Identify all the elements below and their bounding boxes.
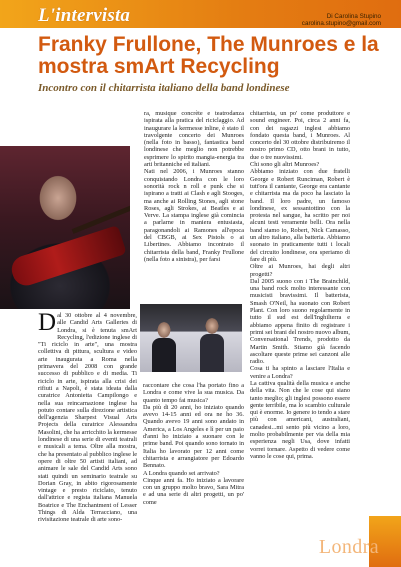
band-member-figure bbox=[152, 338, 176, 372]
band-member-figure bbox=[200, 334, 224, 372]
section-title: L'intervista bbox=[38, 5, 131, 26]
section-city-label: Londra bbox=[318, 536, 379, 558]
article-title: Franky Frullone, The Munroes e la mostra smArt Recycling bbox=[38, 33, 379, 78]
author-name: Di Carolina Stupino bbox=[326, 13, 381, 20]
article-column-2: ra, musique concrète e teatrodanza ispirata alla pratica del riciclaggio. Ad inaugurare la kermesse inline, è stato il travolgente concerto dei Munroes (nella foto in basso), fantastica band londinese che meglio non potrebbe esprimere lo spirito mangia-energia tra arti britanniche ed italiani. Nati nel 2006, i Munroes stanno conquistando Londra con le loro sonorità rock n roll e punk che si ispirano a tratti ai Clash e agli Stooges, ma anche ai Rolling Stones, agli stone Roses, agli Strokes, ai Beatles e ai Verve. La stampa inglese già comincia a parlarne in maniera entusiasta, paragonandoli ai Ramones all'epoca del CBGB, ai Sex Pistols o ai Libertines. Abbiamo incontrato il chitarrista della band, Franky Frullone (nella foto a sinistra), per farsi bbox=[144, 110, 244, 263]
band-photo bbox=[140, 304, 242, 372]
guitarist-photo bbox=[0, 146, 130, 309]
author-email[interactable]: carolina.stupino@gmail.com bbox=[301, 20, 381, 27]
article-column-4: chitarrista, un po' come produttore e sound engineer. Poi, circa 2 anni fa, con dei ragazzi inglesi abbiamo fondato questa band, i Munroes. Al concerto del 30 ottobre distribuiremo il nostro primo CD, otto brani in tutto, due o tre nuovissimi. Chi sono gli altri Munroes? Abbiamo iniziato con due fratelli George e Robert Runciman, Robert è tutt'ora il cantante, George era cantante e chitarrista ma da poco ha lasciato la band. Il loro padre, un famoso londinese, ex sessantottino con la protesta nel sangue, ha scritto per noi alcuni testi veramente belli. Ora nella band siamo io, Robert, Nick Camasso, un altro italiano, alla batteria. Abbiamo suonato in praticamente tutti i locali del circuito londinese, ora speriamo di fare di più. Oltre ai Munroes, hai degli altri progetti? Dal 2005 suono con i The Brainchild, una band rock molto interessante con musicisti bravissimi. Il batterista, Smash O'Neil, ha suonato con Robert Plant. Con loro suono regolarmente in tutto il sud est dell'Inghilterra e abbiamo appena finito di registrare i primi sei brani del nostro nuovo album, Conversational Trends, prodotto da Martin Smith. Stiamo già facendo ascoltare queste prime sei canzoni alle radio. Cosa ti ha spinto a lasciare l'Italia e venire a Londra? La cattiva qualità della musica e anche della vita. Non che le cose qui siano tanto meglio; gli inglesi possono essere gente terribile, ma lo scambio culturale qui è enorme. Io genere io tendo a stare più con americani, australiani, canadesi...mi sento più vicino a loro, molto probabilmente per via della mia esperienza negli Usa, dove infatti vorrei tornare. Aspetto di vedere come vanno le cose qui, prima. bbox=[250, 110, 350, 460]
drop-cap: D bbox=[38, 312, 57, 336]
article-column-1-text: al 30 ottobre al 4 novembre, alle Candid Arts Galleries di Londra, si è tenuta smArt Recycling, l'edizione inglese di "Ti riciclo in arte", una mostra collettiva di pittura, scultura e video arte inaugurata a Roma nella primavera del 2008 con grande successo di pubblico e di media. Ti riciclo in arte, ispirata alla crisi dei rifiuti a Napoli, è stata ideata dalla curatrice Antonietta Campilongo e nella sua reincarnazione inglese ha potuto contare sulla direzione artistica dell'agenzia Sharpest Visual Arts Projects della curatrice Alessandra Masolini, che ha arricchito la kermesse londinese di una serie di eventi teatrali e musicali a tema. Oltre alla mostra, che ha presentato al pubblico inglese le opere di oltre 50 artisti italiani, ad animare le sale del Candid Arts sono stati quindi un seminario teatrale su Dorian Gray, in abito rigorosamente vintage e presto riciclato, tenuto dall'attrice e regista italiana Manuela Boatrice e The Enchantment of Lesser Things di Alda Terracciano, una rivisitazione teatrale di arte sono- bbox=[38, 312, 137, 524]
byline bbox=[302, 13, 381, 27]
article-column-1 bbox=[38, 312, 137, 560]
article-subtitle: Incontro con il chitarrista italiano della band londinese bbox=[38, 82, 290, 94]
article-column-3: raccontare che cosa l'ha portato fino a Londra e come vive la sua musica. Da quanto tempo fai musica? Da più di 20 anni, ho iniziato quando avevo 14-15 anni ed ora ne ho 36. Quando avevo 19 anni sono andato in America, a Los Angeles e lì per un paio d'anni ho iniziato a suonare con le prime band. Poi quando sono tornato in Italia ho lavorato per 12 anni come chitarrista e arrangiatore per Edoardo Bennato. A Londra quando sei arrivato? Cinque anni fa. Ho iniziato a lavorare con un gruppo molto bravo, Sara Mitra e ad una serie di altri progetti, un po' come bbox=[143, 382, 244, 506]
guitar-body bbox=[8, 225, 127, 289]
